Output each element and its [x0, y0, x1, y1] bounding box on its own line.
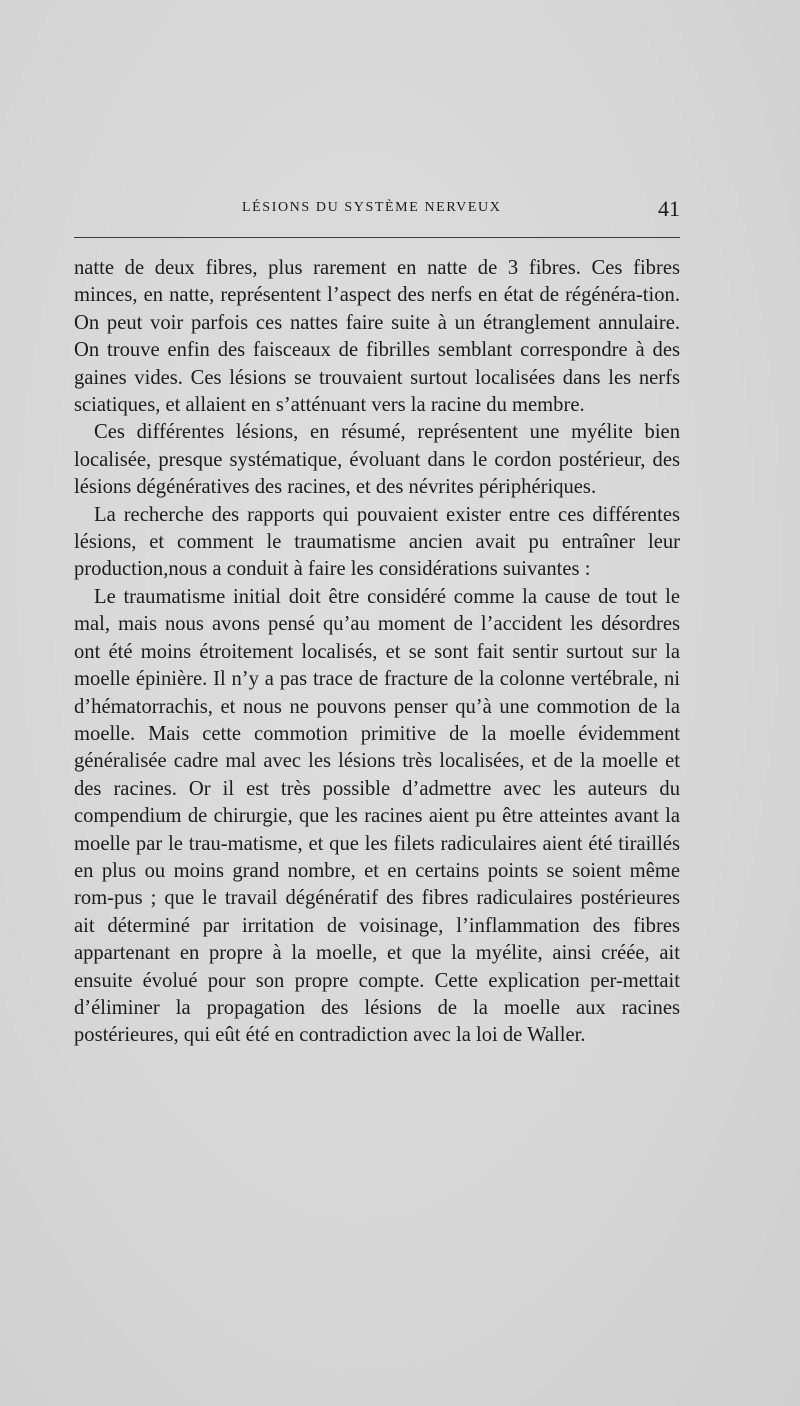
header-rule — [74, 237, 680, 238]
page-number: 41 — [658, 196, 680, 221]
paragraph-1: natte de deux fibres, plus rarement en natte de 3 fibres. Ces fibres minces, en natte, représentent l’aspect des nerfs en état de régénéra-tion. On peut voir parfois ces nattes faire suite à un étranglement annulaire. On trouve enfin des faisceaux de fibrilles semblant correspondre à des gaines vides. Ces lésions se trouvaient surtout localisées dans les nerfs sciatiques, et allaient en s’atténuant vers la racine du membre. — [74, 257, 680, 417]
paragraph-3: La recherche des rapports qui pouvaient exister entre ces différentes lésions, et comment le traumatisme ancien avait pu entraîner leur production,nous a conduit à faire les considérations suivantes : — [74, 503, 680, 581]
page-body — [74, 255, 680, 1050]
page-header — [74, 190, 680, 230]
paragraph-4: Le traumatisme initial doit être considéré comme la cause de tout le mal, mais nous avons pensé qu’au moment de l’accident les désordres ont été moins étroitement localisés, et se sont fait sentir surtout sur la moelle épinière. Il n’y a pas trace de fracture de la colonne vertébrale, ni d’hématorrachis, et nous ne pouvons penser qu’à une commotion de la moelle. Mais cette commotion primitive de la moelle évidemment généralisée cadre mal avec les lésions très localisées, et de la moelle et des racines. Or il est très possible d’admettre avec les auteurs du compendium de chirurgie, que les racines aient pu être atteintes avant la moelle par le trau-matisme, et que les filets radiculaires aient été tiraillés en plus ou moins grand nombre, et en certains points se soient même rom-pus ; que le travail dégénératif des fibres radiculaires postérieures ait déterminé par irritation de voisinage, l’inflammation des fibres appartenant en propre à la moelle, et que la myélite, ainsi créée, ait ensuite évolué pour son propre compte. Cette explication per-mettait d’éliminer la propagation des lésions de la moelle aux racines postérieures, qui eût été en contradiction avec la loi de Waller. — [74, 585, 680, 1047]
paragraph-2: Ces différentes lésions, en résumé, représentent une myélite bien localisée, presque systématique, évoluant dans le cordon postérieur, des lésions dégénératives des racines, et des névrites périphériques. — [74, 421, 680, 499]
running-title: LÉSIONS DU SYSTÈME NERVEUX — [242, 200, 502, 215]
